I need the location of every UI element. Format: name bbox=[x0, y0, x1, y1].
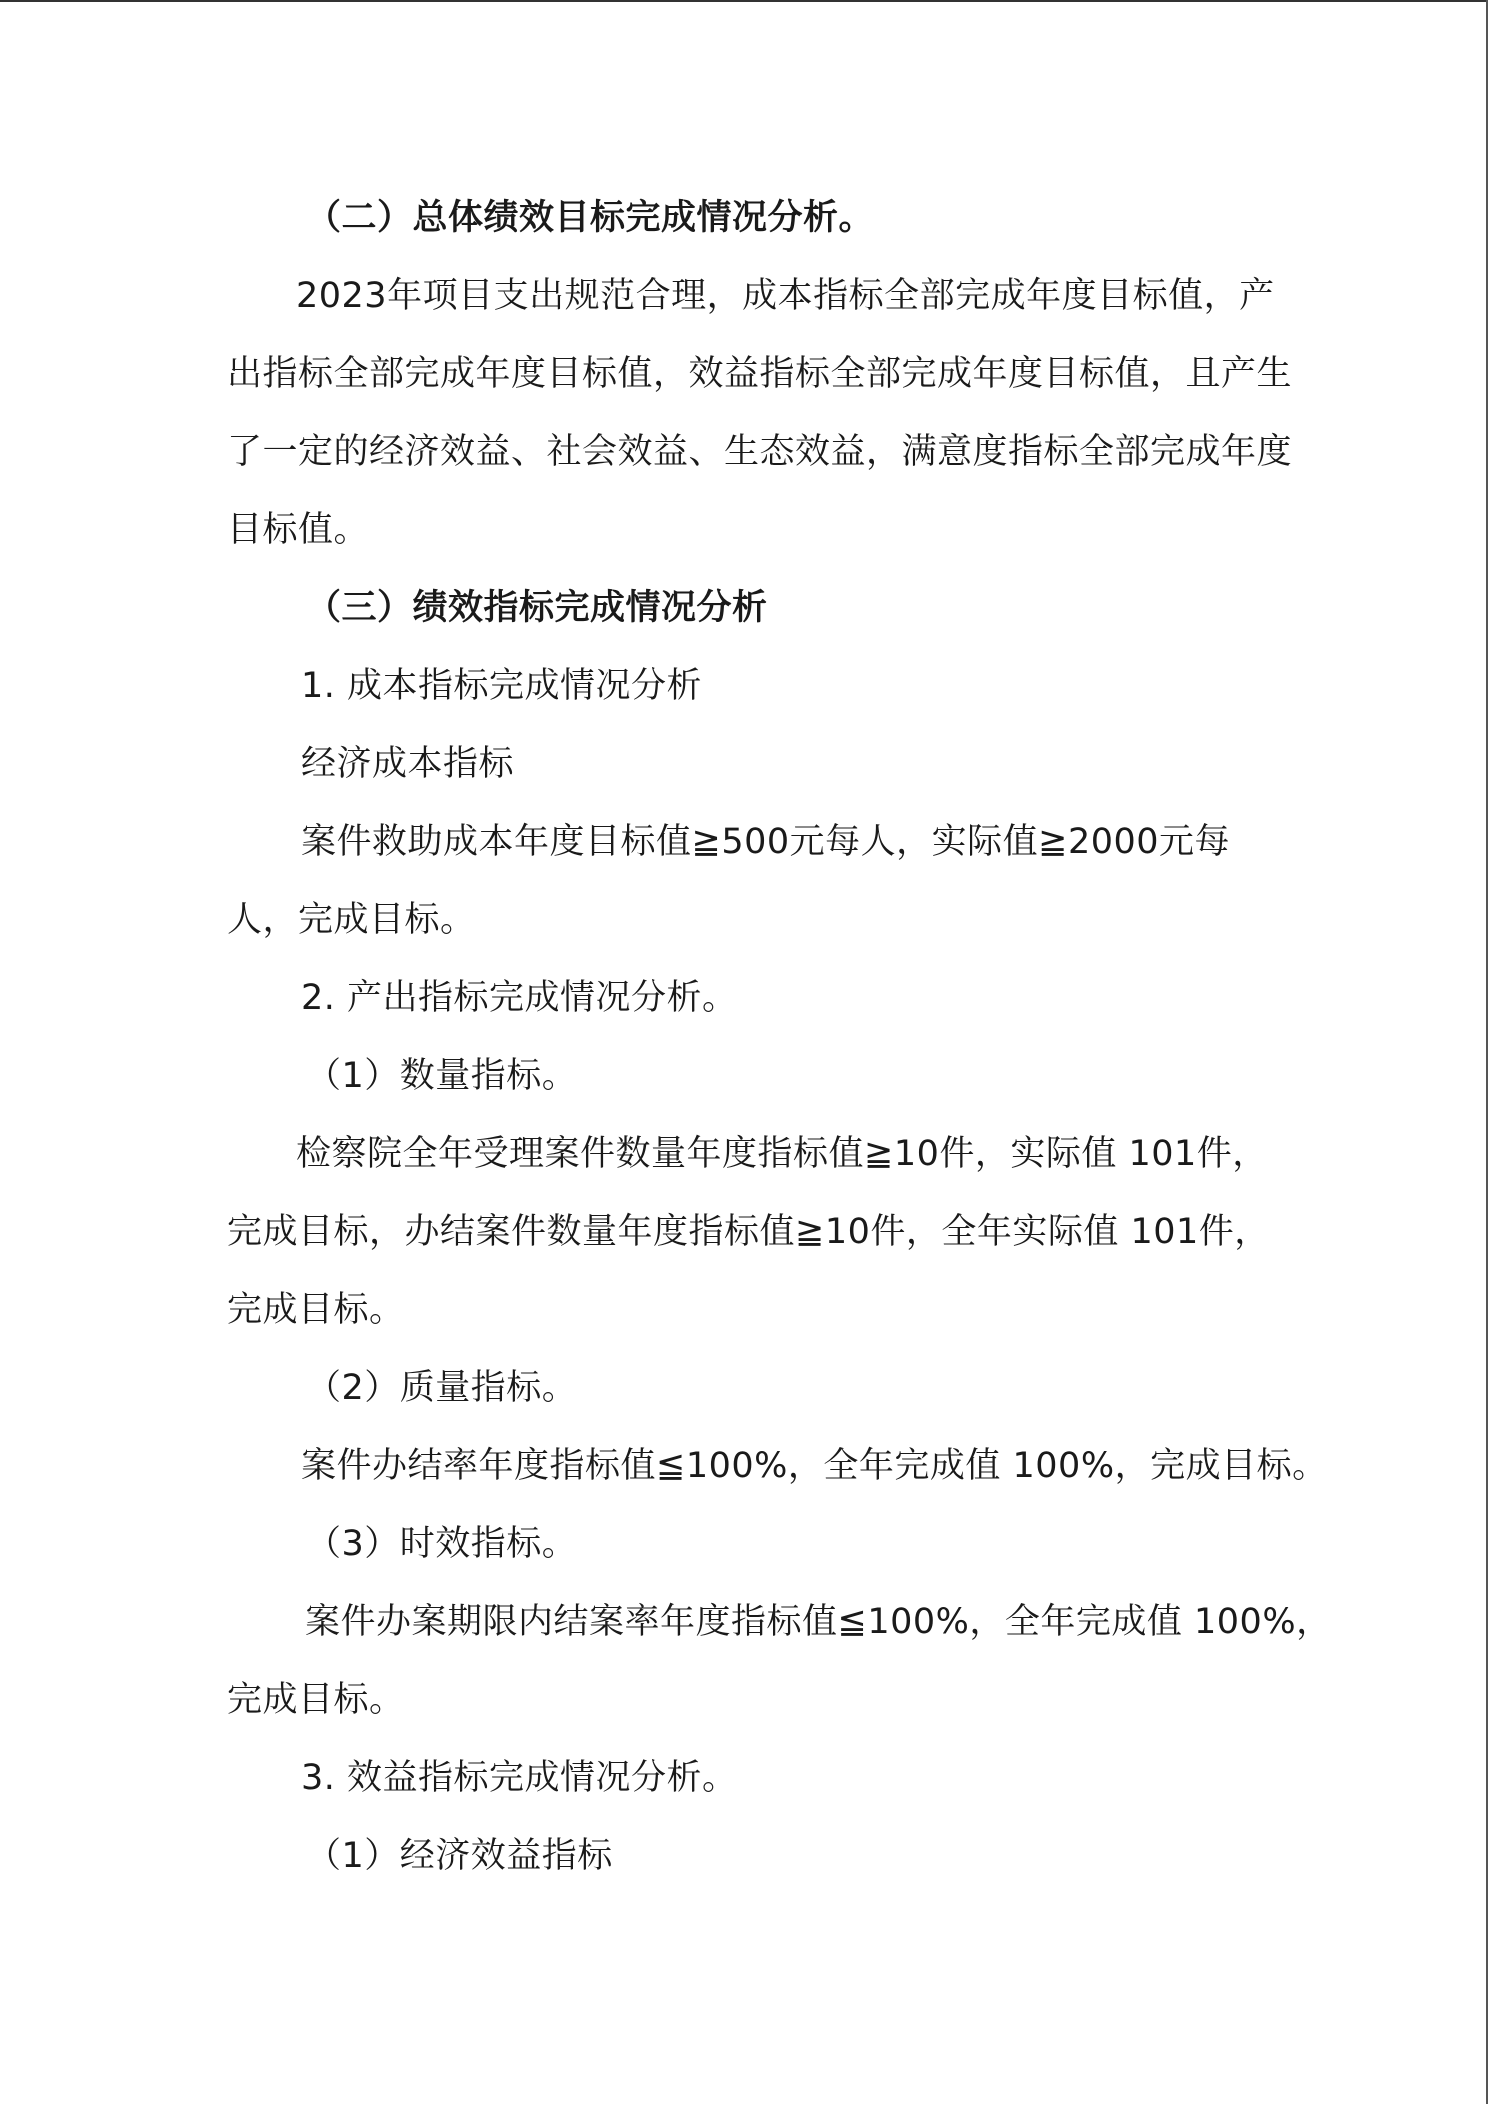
paragraph-line: 人，完成目标。 bbox=[227, 900, 476, 940]
subsection-quantity: （1）数量指标。 bbox=[306, 1056, 578, 1096]
page-top-border bbox=[0, 0, 1488, 2]
subsection-quality: （2）质量指标。 bbox=[306, 1368, 578, 1408]
subsection-timeliness: （3）时效指标。 bbox=[306, 1524, 578, 1564]
section-benefit-indicators: 3. 效益指标完成情况分析。 bbox=[301, 1758, 738, 1798]
paragraph-line: 2023年项目支出规范合理，成本指标全部完成年度目标值，产 bbox=[296, 276, 1275, 316]
subsection-economic-benefit: （1）经济效益指标 bbox=[306, 1836, 613, 1876]
paragraph-line: 完成目标。 bbox=[227, 1290, 405, 1330]
section-cost-indicators: 1. 成本指标完成情况分析 bbox=[301, 666, 703, 706]
paragraph-line: 完成目标，办结案件数量年度指标值≧10件，全年实际值 101件， bbox=[227, 1212, 1270, 1252]
paragraph-line: 出指标全部完成年度目标值，效益指标全部完成年度目标值，且产生 bbox=[227, 354, 1293, 394]
paragraph-line: 了一定的经济效益、社会效益、生态效益，满意度指标全部完成年度 bbox=[227, 432, 1293, 472]
paragraph-line: 检察院全年受理案件数量年度指标值≧10件，实际值 101件， bbox=[296, 1134, 1268, 1174]
heading-indicator-analysis: （三）绩效指标完成情况分析 bbox=[306, 588, 768, 628]
section-output-indicators: 2. 产出指标完成情况分析。 bbox=[301, 978, 738, 1018]
paragraph-line: 案件救助成本年度目标值≧500元每人，实际值≧2000元每 bbox=[301, 822, 1231, 862]
heading-overall-target-analysis: （二）总体绩效目标完成情况分析。 bbox=[306, 198, 875, 238]
paragraph-line: 目标值。 bbox=[227, 510, 370, 550]
paragraph-line: 案件办结率年度指标值≦100%，全年完成值 100%，完成目标。 bbox=[301, 1446, 1328, 1486]
paragraph-line: 完成目标。 bbox=[227, 1680, 405, 1720]
paragraph-line: 案件办案期限内结案率年度指标值≦100%，全年完成值 100%， bbox=[305, 1602, 1332, 1642]
subsection-economic-cost: 经济成本指标 bbox=[301, 744, 515, 784]
